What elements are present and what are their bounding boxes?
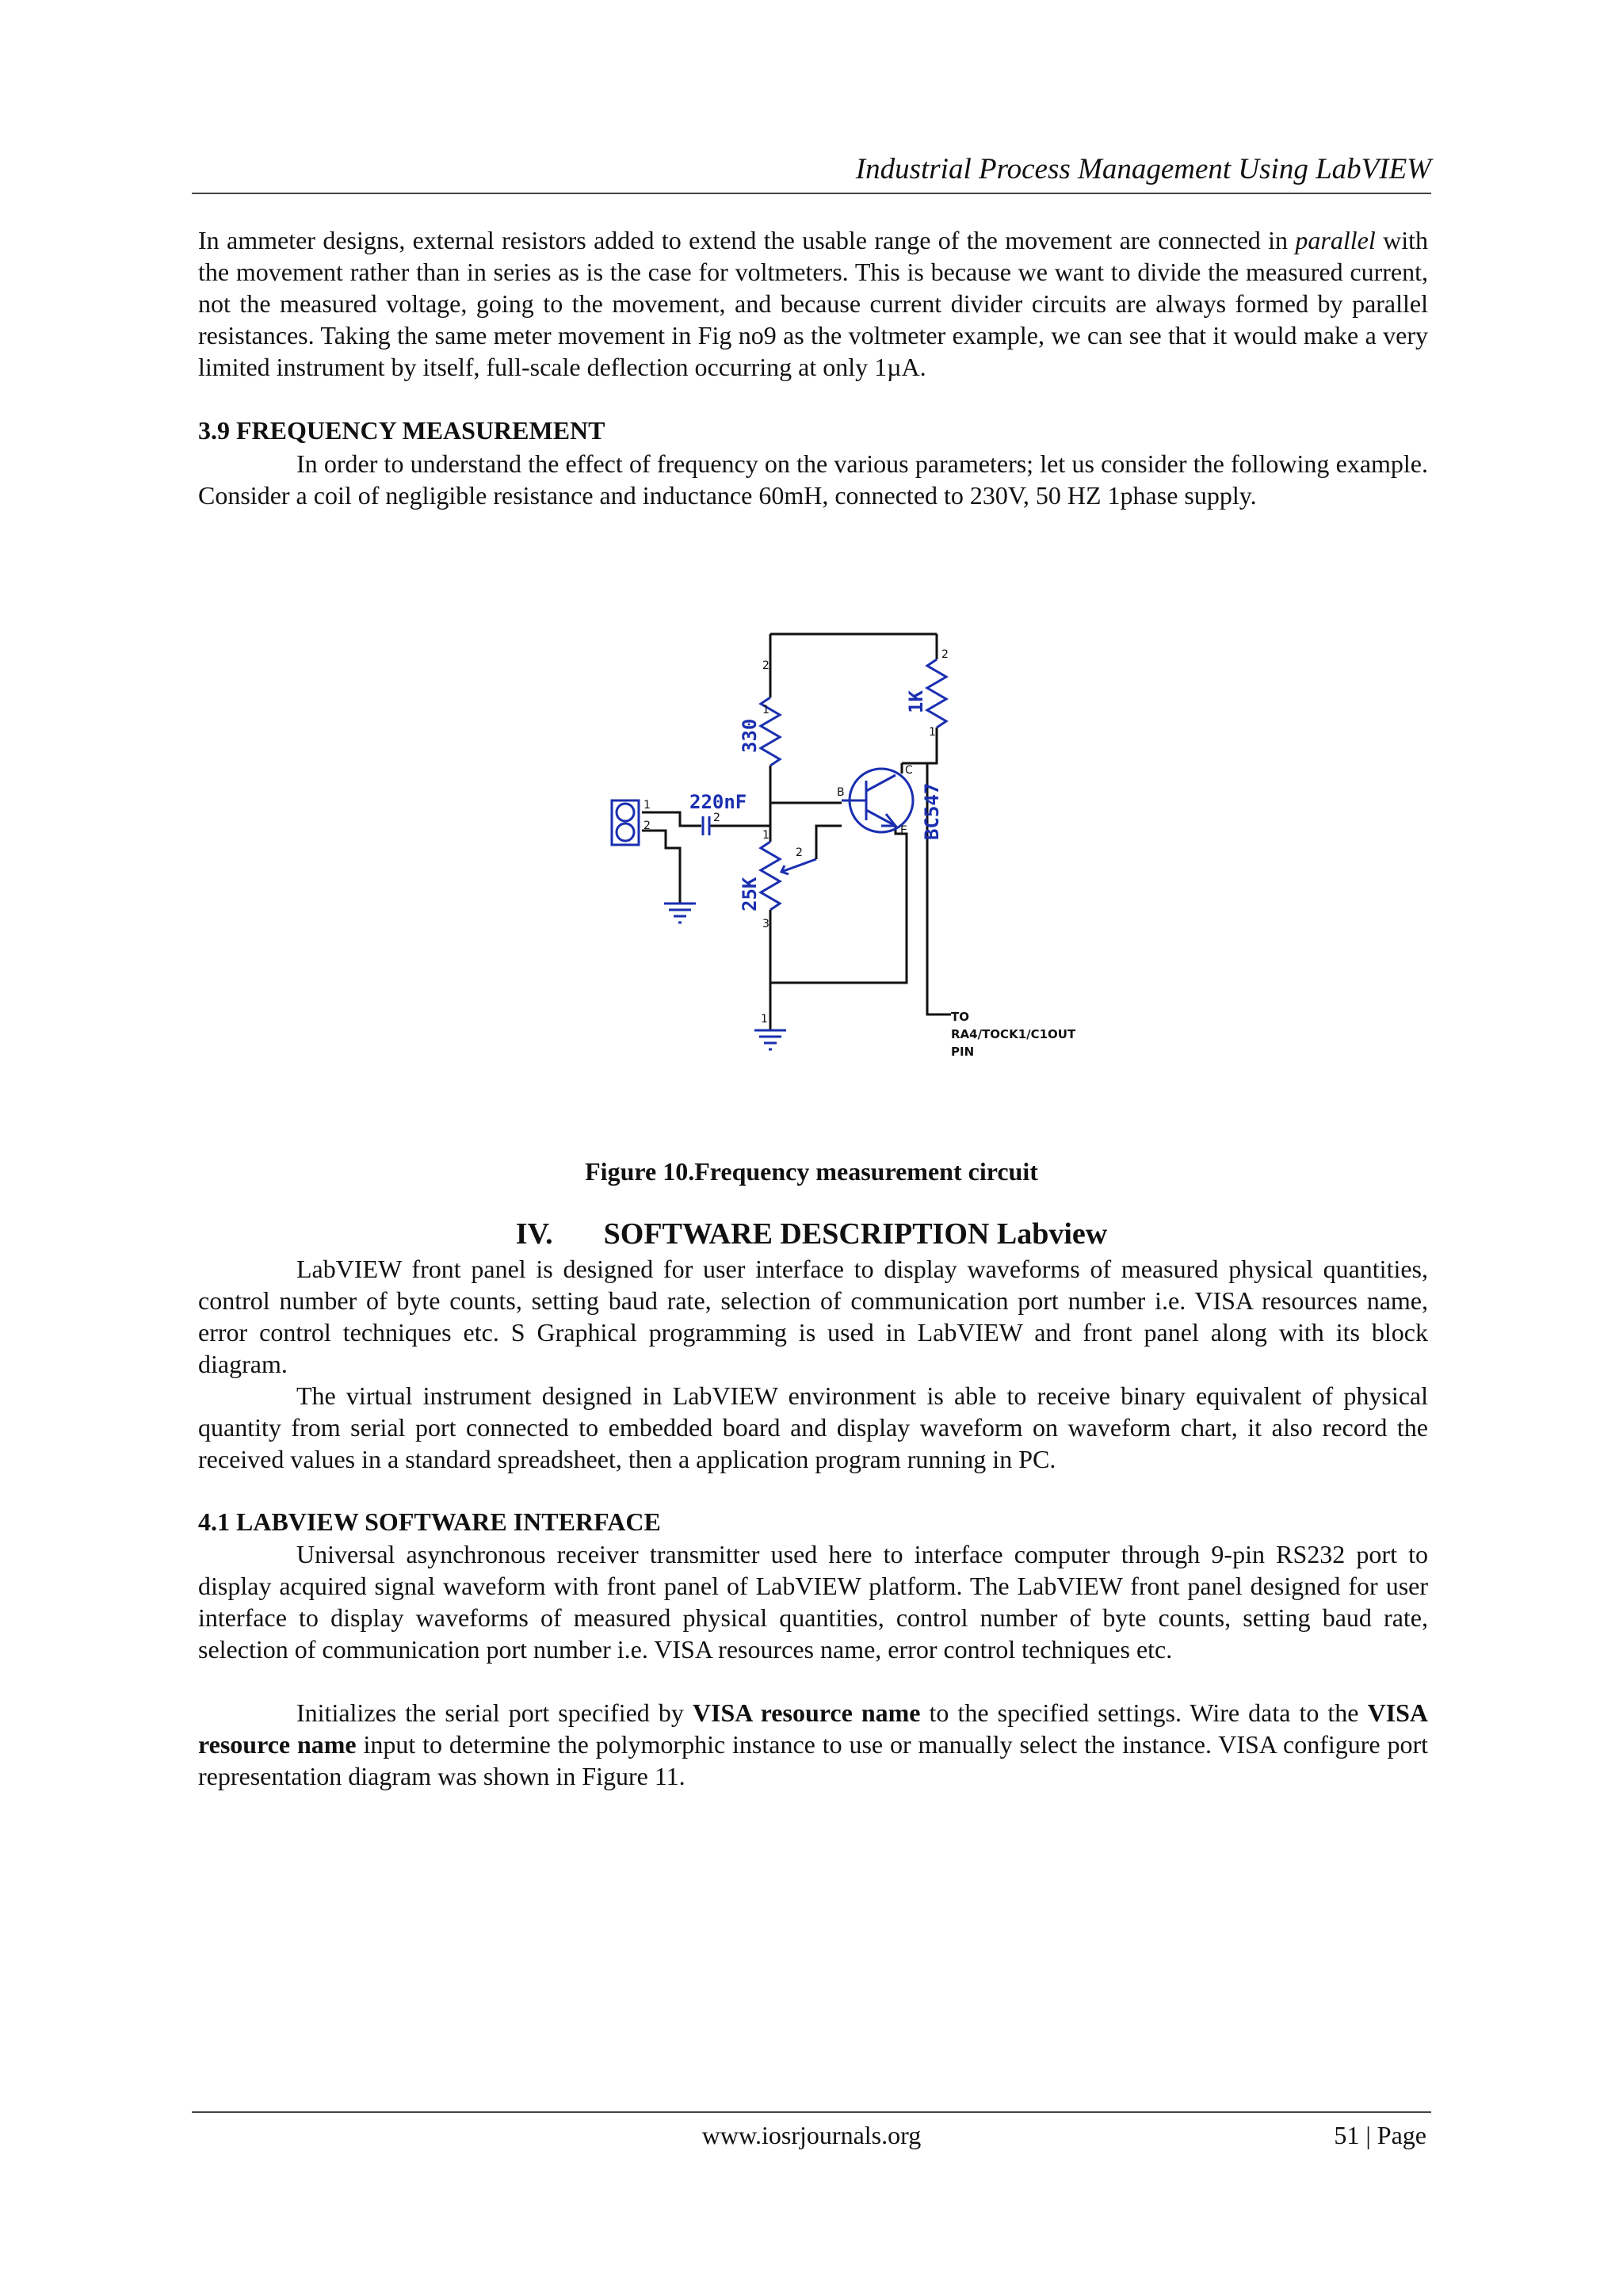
- r1-pin2-label: 2: [762, 659, 769, 672]
- connector-pin2-label: 2: [643, 819, 651, 832]
- footer-url: www.iosrjournals.org: [701, 2121, 922, 2149]
- section-iv-paragraph-2: The virtual instrument designed in LabVIEW environment is able to receive binary equivalent of physical quantity from serial port connected to embedded board and display waveform on waveform chart, it also record the received values in a standard spreadsheet, then a application program running in PC.: [198, 1381, 1428, 1473]
- section-iv-paragraph-1: LabVIEW front panel is designed for user interface to display waveforms of measured physical quantities, control number of byte counts, setting baud rate, selection of communication port number i.e. VISA resources name, error control techniques etc. S Graphical programming is used in LabVIEW and front panel along with its block diagram.: [198, 1255, 1428, 1378]
- intro-italic-word: parallel: [1295, 226, 1376, 254]
- wiper-to-base-wire: [816, 826, 842, 859]
- section-4-1-paragraph-2: [198, 1697, 1428, 1792]
- r2-pin2-label: 2: [941, 648, 949, 661]
- figure-caption: Figure 10.Frequency measurement circuit: [585, 1157, 1038, 1186]
- pot-pin3-label: 3: [762, 918, 769, 930]
- output-label-line2: RA4/TOCK1/C1OUT: [951, 1027, 1076, 1041]
- visa-resource-name-bold-2: VISA resource name: [198, 1698, 1429, 1759]
- section-iv-heading: [0, 1217, 1623, 1251]
- pot-resistor-symbol: [761, 842, 780, 910]
- capacitor-pin2-label: 2: [713, 812, 720, 824]
- input-signal-wire: [642, 812, 701, 826]
- footer-rule: [192, 2111, 1431, 2113]
- visa-resource-name-bold-1: VISA resource name: [692, 1698, 921, 1727]
- r2-pin1-label: 1: [929, 726, 936, 739]
- footer-page-number: 51 | Page: [1334, 2121, 1426, 2149]
- input-ground-wire: [642, 831, 680, 904]
- output-label-line1: TO: [951, 1010, 969, 1024]
- emitter-wire: [770, 826, 907, 983]
- p2-text-a: Initializes the serial port specified by: [296, 1698, 693, 1727]
- section-iv-title: SOFTWARE DESCRIPTION Labview: [603, 1217, 1108, 1251]
- section-4-1-heading: 4.1 LABVIEW SOFTWARE INTERFACE: [198, 1507, 661, 1536]
- ground-pin-label: 1: [761, 1013, 768, 1026]
- transistor-base-label: B: [837, 786, 845, 799]
- ground-symbol-input: [664, 904, 696, 923]
- frequency-measurement-circuit: [547, 618, 1117, 1078]
- connector-pin1-label: 1: [643, 799, 651, 812]
- pot-wiper: [781, 859, 816, 872]
- input-connector: [612, 800, 639, 845]
- r1-value-label: 330: [739, 718, 761, 753]
- intro-text-part2: with the movement rather than in series as is the case for voltmeters. This is because we want to divide the measured current, not the measured voltage, going to the movement, and because current divider circuits are always formed by parallel resistances. Taking the same meter movement in Fig no9 as the voltmeter example, we can see that it would make a very limited instrument by itself, full-scale deflection occurring at only 1µA.: [198, 226, 1429, 381]
- ground-symbol-main: [754, 1030, 786, 1049]
- running-header-title: Industrial Process Management Using LabVIEW: [855, 153, 1431, 185]
- r2-value-label: 1K: [905, 690, 927, 713]
- capacitor-value-label: 220nF: [689, 791, 747, 813]
- p2-text-c: to the specified settings. Wire data to the: [920, 1698, 1368, 1727]
- section-4-1-paragraph-1: Universal asynchronous receiver transmitter used here to interface computer through 9-pin RS232 port to display acquired signal waveform with front panel of LabVIEW platform. The LabVIEW front panel designed for user interface to display waveforms of measured physical quantities, control number of byte counts, setting baud rate, selection of communication port number i.e. VISA resources name, error control techniques etc.: [198, 1540, 1428, 1664]
- intro-paragraph: [198, 224, 1428, 383]
- transistor-value-label: BC547: [921, 782, 943, 840]
- r2-resistor-symbol: [927, 659, 946, 728]
- header-rule: [192, 193, 1431, 194]
- section-3-9-heading: 3.9 FREQUENCY MEASUREMENT: [198, 416, 605, 445]
- section-3-9-paragraph: In order to understand the effect of frequency on the various parameters; let us consider the following example. Consider a coil of negligible resistance and inductance 60mH, connected to 230V, 50 HZ 1phase supply.: [198, 449, 1428, 510]
- transistor-collector-label: C: [905, 764, 913, 777]
- pot-value-label: 25K: [739, 877, 761, 911]
- section-iv-number: IV.: [515, 1217, 553, 1251]
- p2-text-e: input to determine the polymorphic instance to use or manually select the instance. VISA configure port representation diagram was shown in Figure 11.: [198, 1730, 1428, 1790]
- intro-text-part1: In ammeter designs, external resistors added to extend the usable range of the movement are connected in: [198, 226, 1296, 254]
- base-node-wire: [770, 797, 842, 803]
- r1-pin1-label: 1: [762, 704, 769, 716]
- output-label-line3: PIN: [951, 1045, 975, 1059]
- transistor-symbol: [842, 769, 913, 832]
- capacitor-symbol: [703, 816, 709, 835]
- pot-pin1-label: 1: [762, 829, 769, 842]
- transistor-emitter-label: E: [900, 824, 907, 837]
- pot-pin2-label: 2: [796, 846, 803, 859]
